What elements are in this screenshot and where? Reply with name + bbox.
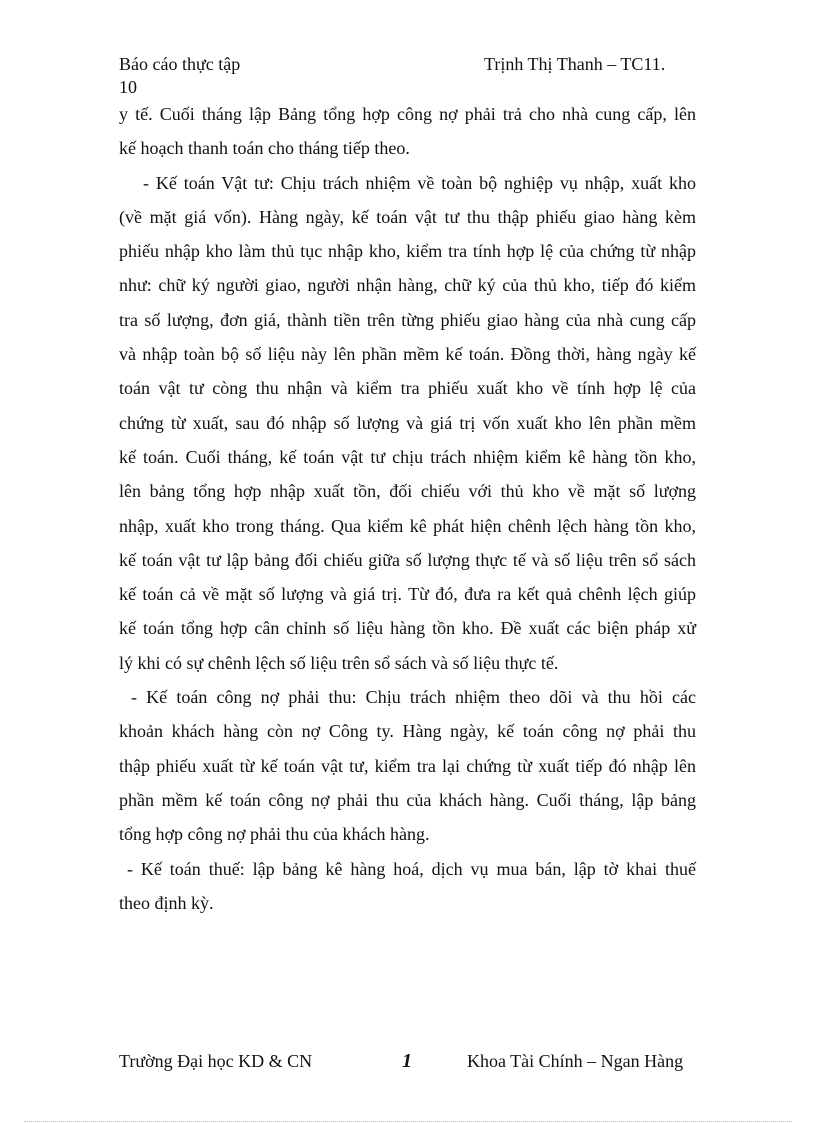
text-line: tra số lượng, đơn giá, thành tiền trên từng phiếu giao hàng của nhà cung cấp [119,309,696,330]
text-line: kế toán vật tư lập bảng đối chiếu giữa số lượng thực tế và số liệu trên sổ sách [119,549,696,570]
text-line: lý khi có sự chênh lệch số liệu trên sổ sách và số liệu thực tế. [119,652,559,673]
paragraph-1 [119,97,696,166]
text-line: tổng hợp công nợ phải thu của khách hàng. [119,824,430,845]
text-line: lên bảng tổng hợp nhập xuất tồn, đối chiếu với thủ kho về mặt số lượng [119,481,696,502]
text-line: như: chữ ký người giao, người nhận hàng, chữ ký của thủ kho, tiếp đó kiểm [119,275,696,296]
text-line: toán vật tư còng thu nhận và kiểm tra phiếu xuất kho về tính hợp lệ của [119,378,696,399]
text-line: phiếu nhập kho làm thủ tục nhập kho, kiểm tra tính hợp lệ của chứng từ nhập [119,241,696,262]
header-report-title: Báo cáo thực tập [119,54,241,74]
text-line: - Kế toán công nợ phải thu: Chịu trách nhiệm theo dõi và thu hồi các [131,687,696,708]
text-line: nhập, xuất kho trong tháng. Qua kiểm kê phát hiện chênh lệch hàng tồn kho, [119,515,696,536]
text-line: - Kế toán Vật tư: Chịu trách nhiệm về toàn bộ nghiệp vụ nhập, xuất kho [143,172,696,193]
footer-faculty: Khoa Tài Chính – Ngan Hàng [467,1051,684,1071]
footer-page-number: 1 [402,1050,412,1072]
header-page-ref: 10 [119,77,137,97]
text-line: kế toán. Cuối tháng, kế toán vật tư chịu trách nhiệm kiểm kê hàng tồn kho, [119,446,696,467]
paragraph-receivables [119,680,696,851]
text-line: kế hoạch thanh toán cho tháng tiếp theo. [119,138,410,159]
header-author: Trịnh Thị Thanh – TC11. [484,54,666,74]
text-line: kế toán tổng hợp cân chỉnh số liệu hàng tồn kho. Đề xuất các biện pháp xử [119,618,696,639]
text-line: (về mặt giá vốn). Hàng ngày, kế toán vật tư thu thập phiếu giao hàng kèm [119,206,696,227]
page-bottom-divider [24,1121,792,1122]
text-line: - Kế toán thuế: lập bảng kê hàng hoá, dịch vụ mua bán, lập tờ khai thuế [127,858,696,879]
paragraph-accounting-materials [119,166,696,680]
text-line: thập phiếu xuất từ kế toán vật tư, kiểm tra lại chứng từ xuất tiếp đó nhập lên [119,755,696,776]
paragraph-tax [119,852,696,921]
text-line: theo định kỳ. [119,892,214,913]
text-line: khoản khách hàng còn nợ Công ty. Hàng ngày, kế toán công nợ phải thu [119,721,696,742]
text-line: và nhập toàn bộ số liệu này lên phần mềm kế toán. Đồng thời, hàng ngày kế [119,344,696,365]
text-line: y tế. Cuối tháng lập Bảng tổng hợp công nợ phải trả cho nhà cung cấp, lên [119,104,696,124]
body-text [119,97,696,920]
footer-university: Trường Đại học KD & CN [119,1051,313,1071]
text-line: kế toán cả về mặt số lượng và giá trị. Từ đó, đưa ra kết quả chênh lệch giúp [119,584,696,605]
text-line: chứng từ xuất, sau đó nhập số lượng và giá trị vốn xuất kho lên phần mềm [119,412,696,433]
text-line: phần mềm kế toán công nợ phải thu của khách hàng. Cuối tháng, lập bảng [119,789,696,810]
